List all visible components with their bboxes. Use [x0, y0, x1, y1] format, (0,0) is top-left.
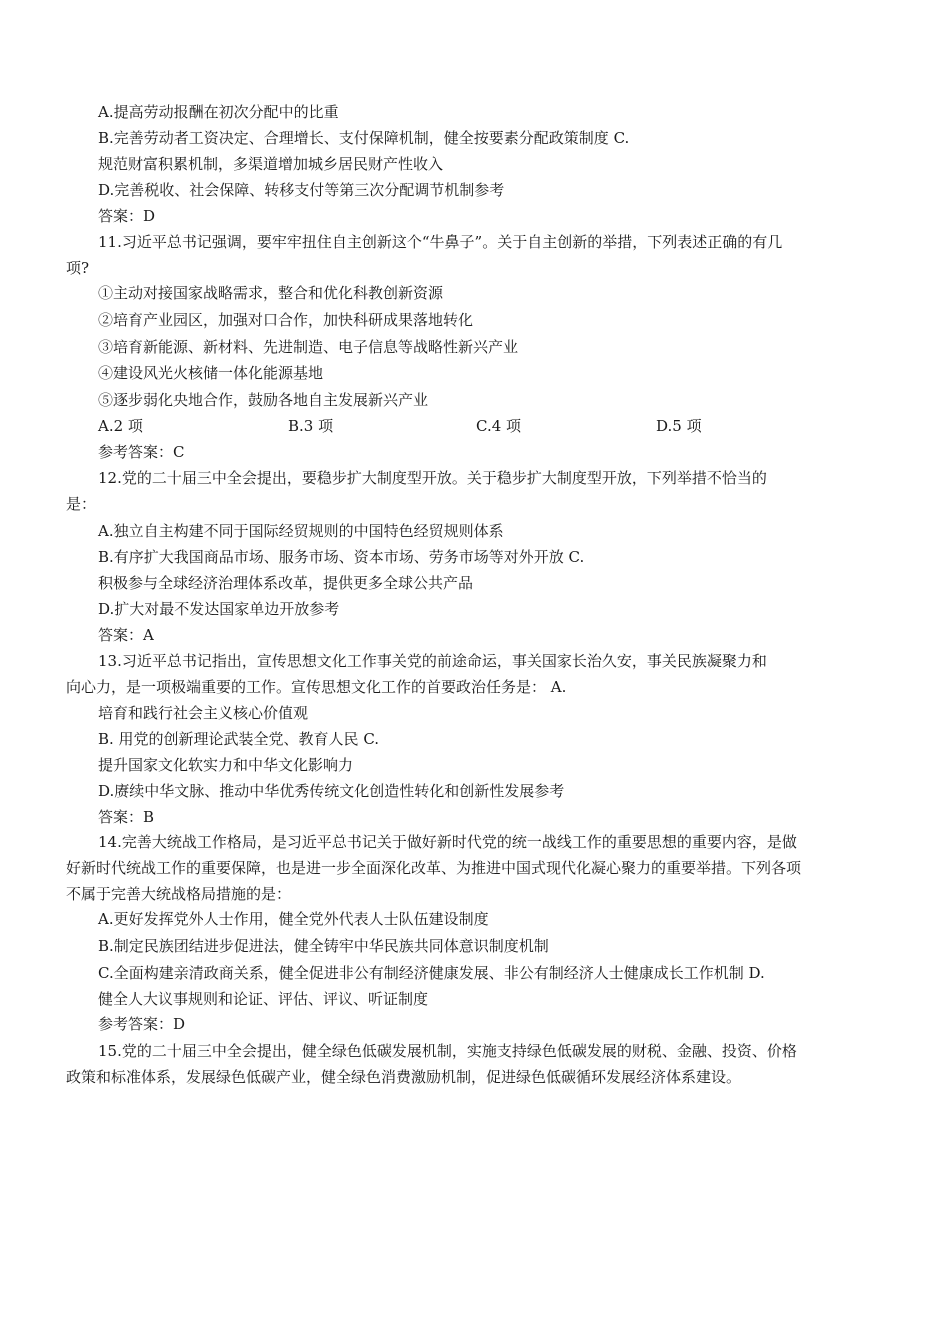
q11-item-1: ①主动对接国家战略需求，整合和优化科教创新资源: [98, 284, 444, 302]
q11-options-row: [98, 416, 858, 436]
q14-stem-line-2: 好新时代统战工作的重要保障，也是进一步全面深化改革、为推进中国式现代化凝心聚力的重要举措。下列各项: [66, 859, 802, 877]
q14-option-d: 健全人大议事规则和论证、评估、评议、听证制度: [98, 990, 429, 1008]
q13-option-c: 提升国家文化软实力和中华文化影响力: [98, 756, 354, 774]
q11-item-5: ⑤逐步弱化央地合作，鼓励各地自主发展新兴产业: [98, 391, 429, 409]
q13-option-d: D.赓续中华文脉、推动中华优秀传统文化创造性转化和创新性发展参考: [98, 782, 565, 800]
q12-stem-line-2: 是：: [66, 495, 97, 513]
q14-option-b: B.制定民族团结进步促进法，健全铸牢中华民族共同体意识制度机制: [98, 937, 549, 955]
q11-item-4: ④建设风光火核储一体化能源基地: [98, 364, 324, 382]
q11-stem-line-1: 11.习近平总书记强调，要牢牢扭住自主创新这个“牛鼻子”。关于自主创新的举措，下列表述正确的有几: [98, 233, 783, 251]
q11-option-c: C.4 项: [476, 417, 522, 435]
q15-stem-line-1: 15.党的二十届三中全会提出，健全绿色低碳发展机制，实施支持绿色低碳发展的财税、金融、投资、价格: [98, 1042, 797, 1060]
q11-stem-line-2: 项?: [66, 259, 90, 277]
q11-option-b: B.3 项: [288, 417, 334, 435]
q11-item-2: ②培育产业园区，加强对口合作，加快科研成果落地转化: [98, 311, 474, 329]
q14-option-c: C.全面构建亲清政商关系，健全促进非公有制经济健康发展、非公有制经济人士健康成长工作机制 D.: [98, 964, 765, 982]
q14-answer: 参考答案：D: [98, 1015, 186, 1033]
q14-stem-line-3: 不属于完善大统战格局措施的是：: [66, 885, 292, 903]
q11-answer: 参考答案：C: [98, 443, 185, 461]
q12-stem-line-1: 12.党的二十届三中全会提出，要稳步扩大制度型开放。关于稳步扩大制度型开放，下列举措不恰当的: [98, 469, 767, 487]
q13-option-b: B. 用党的创新理论武装全党、教育人民 C.: [98, 730, 380, 748]
q13-option-a: 培育和践行社会主义核心价值观: [98, 704, 309, 722]
q12-option-a: A.独立自主构建不同于国际经贸规则的中国特色经贸规则体系: [98, 522, 504, 540]
q10-answer: 答案：D: [98, 207, 156, 225]
q15-stem-line-2: 政策和标准体系，发展绿色低碳产业，健全绿色消费激励机制，促进绿色低碳循环发展经济体系建设。: [66, 1068, 742, 1086]
q11-option-a: A.2 项: [98, 417, 143, 435]
q13-stem-line-2: 向心力，是一项极端重要的工作。宣传思想文化工作的首要政治任务是： A.: [66, 678, 567, 696]
q10-option-b: B.完善劳动者工资决定、合理增长、支付保障机制，健全按要素分配政策制度 C.: [98, 129, 630, 147]
q13-answer: 答案：B: [98, 808, 155, 826]
q12-option-d: D.扩大对最不发达国家单边开放参考: [98, 600, 340, 618]
q11-option-d: D.5 项: [656, 417, 702, 435]
q10-option-c: 规范财富积累机制，多渠道增加城乡居民财产性收入: [98, 155, 444, 173]
q10-option-d: D.完善税收、社会保障、转移支付等第三次分配调节机制参考: [98, 181, 505, 199]
q12-option-c: 积极参与全球经济治理体系改革，提供更多全球公共产品: [98, 574, 474, 592]
q14-stem-line-1: 14.完善大统战工作格局，是习近平总书记关于做好新时代党的统一战线工作的重要思想的重要内容，是做: [98, 833, 797, 851]
q11-item-3: ③培育新能源、新材料、先进制造、电子信息等战略性新兴产业: [98, 338, 519, 356]
q12-answer: 答案：A: [98, 626, 154, 644]
q10-option-a: A.提高劳动报酬在初次分配中的比重: [98, 103, 339, 121]
q14-option-a: A.更好发挥党外人士作用，健全党外代表人士队伍建设制度: [98, 910, 489, 928]
q12-option-b: B.有序扩大我国商品市场、服务市场、资本市场、劳务市场等对外开放 C.: [98, 548, 585, 566]
q13-stem-line-1: 13.习近平总书记指出，宣传思想文化工作事关党的前途命运，事关国家长治久安，事关民族凝聚力和: [98, 652, 767, 670]
